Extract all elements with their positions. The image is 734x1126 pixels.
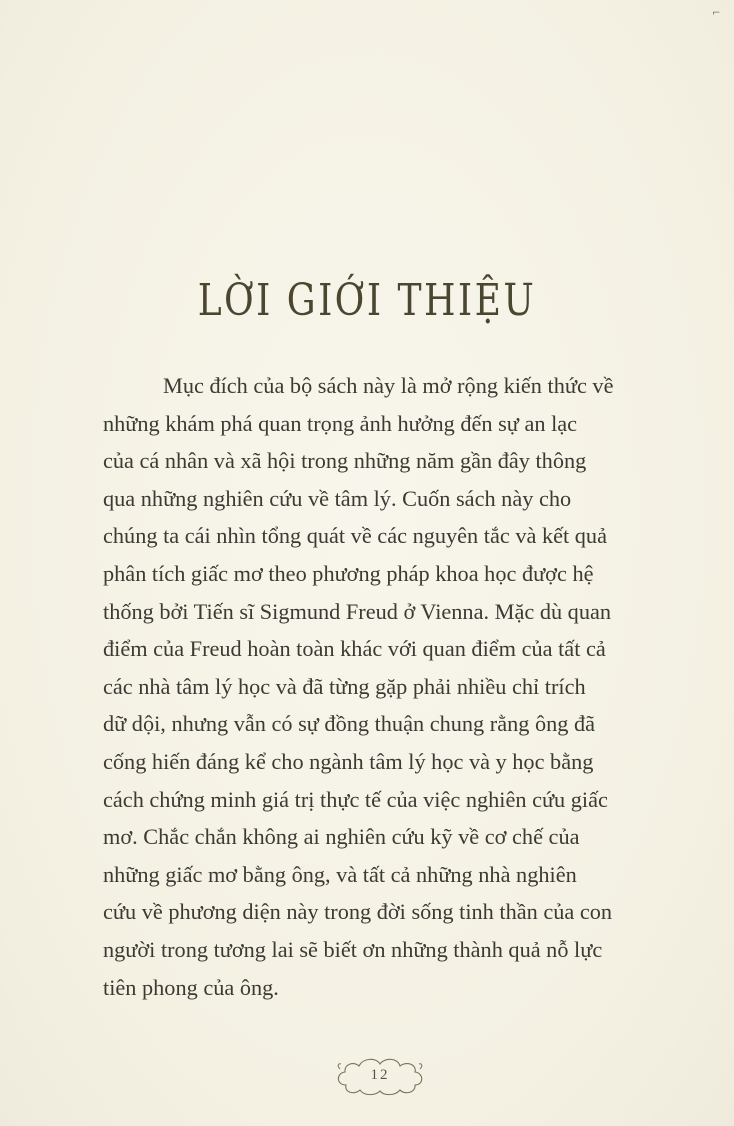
page-title: LỜI GIỚI THIỆU bbox=[197, 275, 537, 327]
paragraph-line: Mục đích của bộ sách này là mở rộng kiến thức về bbox=[163, 373, 614, 398]
page-number-cloud bbox=[332, 1055, 428, 1099]
paragraph-line: cách chứng minh giá trị thực tế của việc nghiên cứu giấc bbox=[103, 786, 608, 812]
paragraph-line: tiên phong của ông. bbox=[103, 974, 279, 1000]
paragraph-line: những khám phá quan trọng ảnh hưởng đến sự an lạc bbox=[103, 410, 578, 436]
page-number: 12 bbox=[370, 1067, 390, 1083]
paragraph-line: qua những nghiên cứu về tâm lý. Cuốn sách này cho bbox=[103, 485, 572, 511]
paragraph-line: thống bởi Tiến sĩ Sigmund Freud ở Vienna. Mặc dù quan bbox=[103, 598, 612, 624]
body-paragraph bbox=[103, 367, 703, 1006]
paragraph-line: các nhà tâm lý học và đã từng gặp phải nhiều chỉ trích bbox=[103, 673, 586, 699]
corner-tick-icon: ⌐ bbox=[712, 8, 721, 19]
paragraph-line: phân tích giấc mơ theo phương pháp khoa học được hệ bbox=[103, 560, 594, 586]
paragraph-line: chúng ta cái nhìn tổng quát về các nguyên tắc và kết quả bbox=[103, 523, 607, 549]
paragraph-line: những giấc mơ bằng ông, và tất cả những nhà nghiên bbox=[103, 861, 577, 887]
paragraph-line: mơ. Chắc chắn không ai nghiên cứu kỹ về cơ chế của bbox=[103, 824, 580, 850]
paragraph-line: dữ dội, nhưng vẫn có sự đồng thuận chung rằng ông đã bbox=[103, 711, 596, 737]
paragraph-line: điểm của Freud hoàn toàn khác với quan điểm của tất cả bbox=[103, 636, 606, 662]
paragraph-line: cống hiến đáng kể cho ngành tâm lý học và y học bằng bbox=[103, 748, 594, 774]
paragraph-line: của cá nhân và xã hội trong những năm gần đây thông bbox=[103, 448, 587, 474]
paragraph-line: người trong tương lai sẽ biết ơn những thành quả nỗ lực bbox=[103, 936, 603, 962]
paragraph-line: cứu về phương diện này trong đời sống tinh thần của con bbox=[103, 899, 613, 925]
